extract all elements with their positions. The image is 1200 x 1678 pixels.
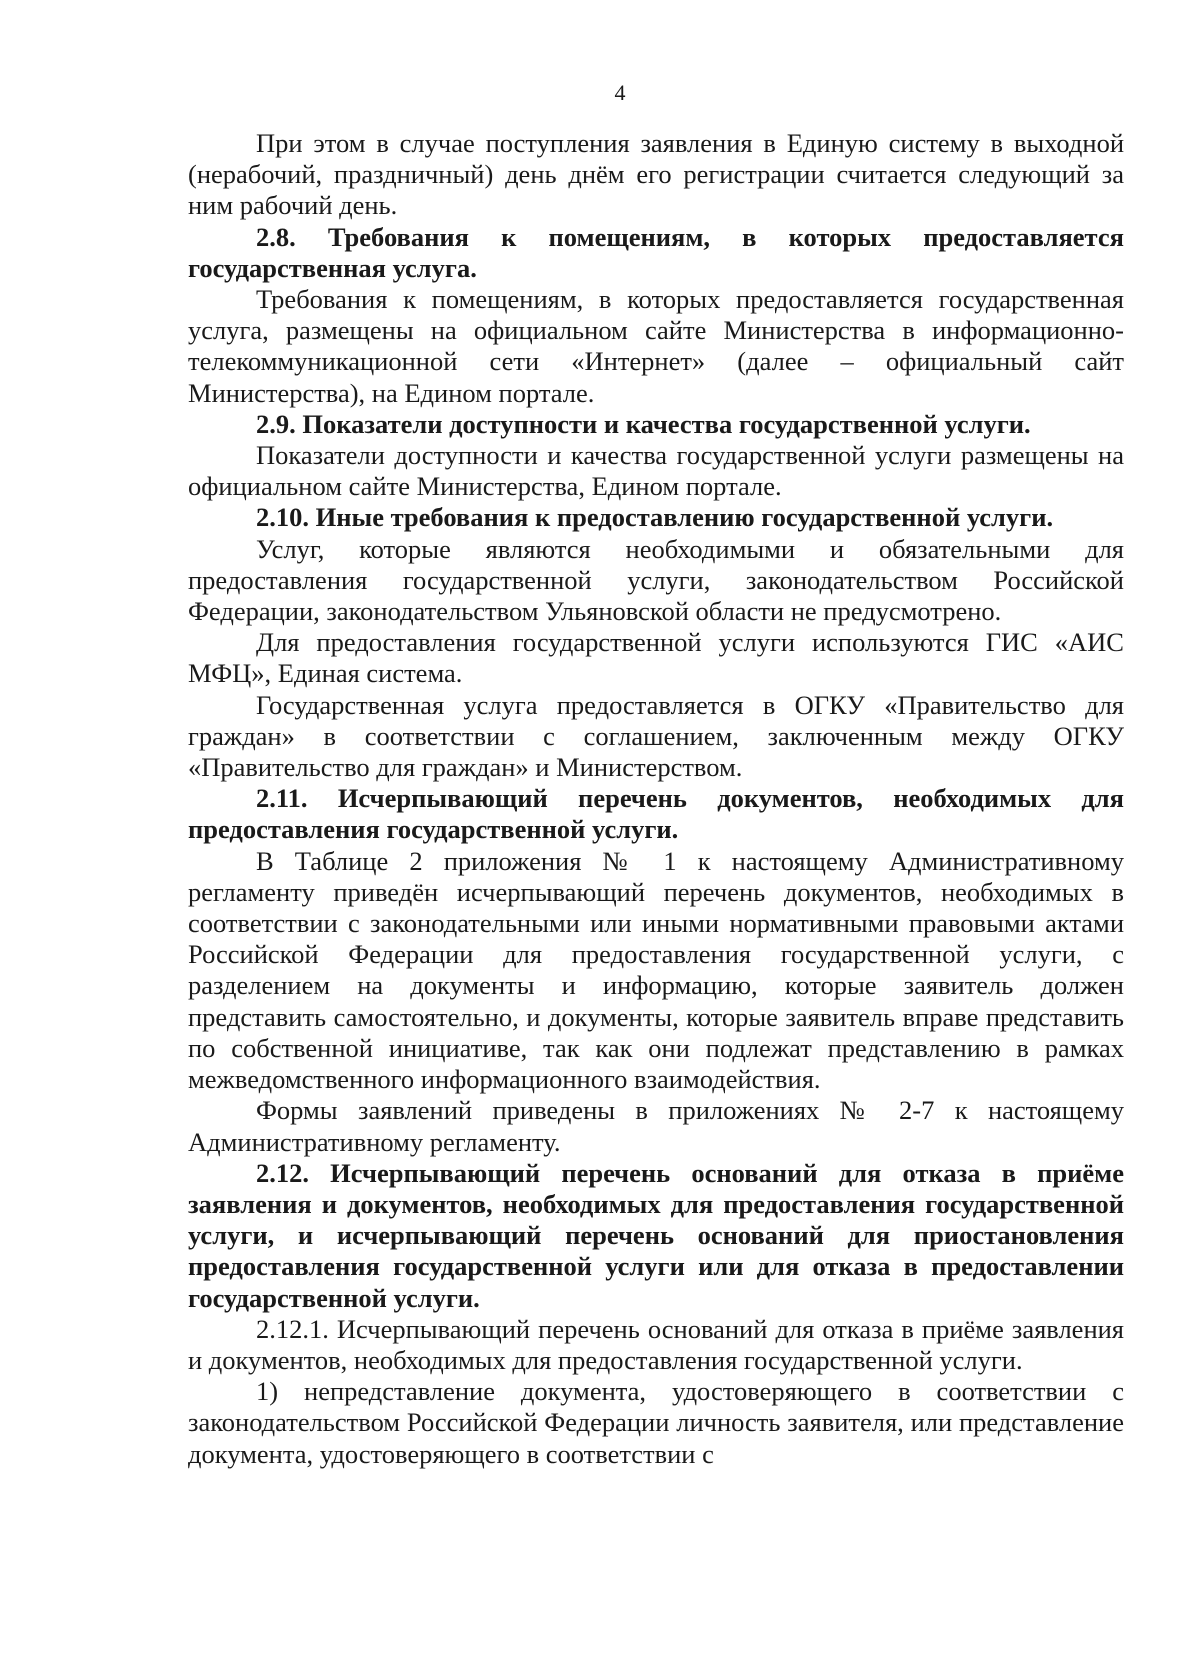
paragraph-2-12-1: 2.12.1. Исчерпывающий перечень оснований для отказа в приёме заявления и документов, необходимых для предоставления государственной услуги.: [188, 1313, 1124, 1375]
paragraph-registration-date: При этом в случае поступления заявления в Единую систему в выходной (нерабочий, праздничный) день днём его регистрации считается следующий за ним рабочий день.: [188, 128, 1124, 221]
heading-2-10: 2.10. Иные требования к предоставлению государственной услуги.: [256, 502, 1054, 533]
heading-2-9: 2.9. Показатели доступности и качества государственной услуги.: [256, 408, 1031, 439]
heading-2-8: 2.8. Требования к помещениям, в которых предоставляется государственная услуга.: [188, 221, 1124, 283]
heading-2-12: 2.12. Исчерпывающий перечень оснований для отказа в приёме заявления и документов, необходимых для предоставления государственной услуги, и исчерпывающий перечень оснований для приостановления предоставления государственной услуги или для отказа в предоставлении государственной услуги.: [188, 1157, 1124, 1313]
paragraph-premises-requirements: Требования к помещениям, в которых предоставляется государственная услуга, размещены на официальном сайте Министерства в информационно-телекоммуникационной сети «Интернет» (далее – официальный сайт Министерства), на Едином портале.: [188, 284, 1124, 408]
heading-2-11: 2.11. Исчерпывающий перечень документов, необходимых для предоставления государственной услуги.: [188, 783, 1124, 845]
paragraph-quality-indicators: Показатели доступности и качества государственной услуги размещены на официальном сайте Министерства, Едином портале.: [188, 440, 1124, 502]
page-number: 4: [614, 80, 626, 105]
paragraph-documents-list: В Таблице 2 приложения № 1 к настоящему Административному регламенту приведён исчерпывающий перечень документов, необходимых в соответствии с законодательными или иными нормативными правовыми актами Российской Федерации для предоставления государственной услуги, с разделением на документы и информацию, которые заявитель должен представить самостоятельно, и документы, которые заявитель вправе представить по собственной инициативе, так как они подлежат представлению в рамках межведомственного информационного взаимодействия.: [188, 845, 1124, 1095]
paragraph-mandatory-services: Услуг, которые являются необходимыми и обязательными для предоставления государственной услуги, законодательством Российской Федерации, законодательством Ульяновской области не предусмотрено.: [188, 533, 1124, 627]
paragraph-systems-used: Для предоставления государственной услуги используются ГИС «АИС МФЦ», Единая система.: [188, 627, 1124, 689]
paragraph-ogku-agreement: Государственная услуга предоставляется в ОГКУ «Правительство для граждан» в соответствии с соглашением, заключенным между ОГКУ «Правительство для граждан» и Министерством.: [188, 689, 1124, 783]
document-body: [188, 128, 1124, 1470]
paragraph-application-forms: Формы заявлений приведены в приложениях № 2-7 к настоящему Административному регламенту.: [188, 1095, 1124, 1157]
paragraph-item-1: 1) непредставление документа, удостоверяющего в соответствии с законодательством Российской Федерации личность заявителя, или представление документа, удостоверяющего в соответствии с: [188, 1376, 1124, 1469]
